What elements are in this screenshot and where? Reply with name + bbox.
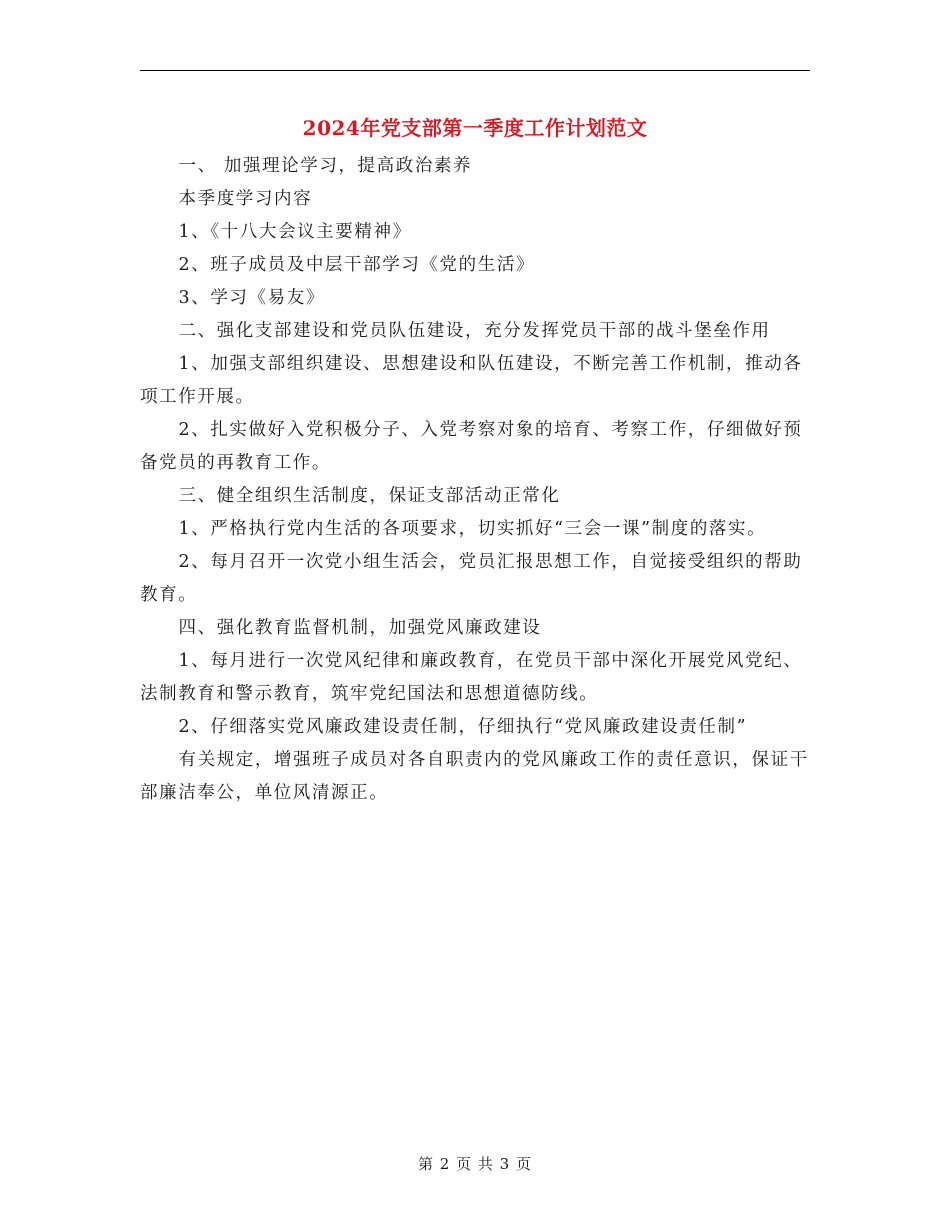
list-item: 2、每月召开一次党小组生活会，党员汇报思想工作，自觉接受组织的帮助教育。 (140, 552, 803, 605)
list-item: 1、加强支部组织建设、思想建设和队伍建设，不断完善工作机制，推动各项工作开展。 (140, 354, 803, 407)
list-item: 1、严格执行党内生活的各项要求，切实抓好“三会一课”制度的落实。 (178, 519, 767, 539)
document-title: 2024年党支部第一季度工作计划范文 (302, 116, 648, 140)
list-item: 2、班子成员及中层干部学习《党的生活》 (178, 255, 536, 275)
paragraph: 有关规定，增强班子成员对各自职责内的党风廉政工作的责任意识，保证干部廉洁奉公，单位风清源正。 (140, 750, 809, 803)
header-rule (140, 70, 810, 71)
section-heading-3: 三、健全组织生活制度，保证支部活动正常化 (178, 486, 561, 506)
list-item: 1、每月进行一次党风纪律和廉政教育，在党员干部中深化开展党风党纪、法制教育和警示教育，筑牢党纪国法和思想道德防线。 (140, 651, 803, 704)
paragraph: 本季度学习内容 (178, 189, 313, 209)
list-item: 3、学习《易友》 (178, 288, 325, 308)
list-item: 1、《十八大会议主要精神》 (178, 222, 412, 242)
section-heading-1: 一、 加强理论学习，提高政治素养 (178, 156, 473, 176)
list-item: 2、扎实做好入党积极分子、入党考察对象的培育、考察工作，仔细做好预备党员的再教育工作。 (140, 420, 803, 473)
section-heading-4: 四、强化教育监督机制，加强党风廉政建设 (178, 618, 542, 638)
section-heading-2: 二、强化支部建设和党员队伍建设，充分发挥党员干部的战斗堡垒作用 (178, 321, 771, 341)
list-item: 2、仔细落实党风廉政建设责任制，仔细执行“党风廉政建设责任制” (178, 717, 748, 737)
document-body (140, 150, 812, 810)
page-number: 第 2 页 共 3 页 (418, 1155, 532, 1173)
